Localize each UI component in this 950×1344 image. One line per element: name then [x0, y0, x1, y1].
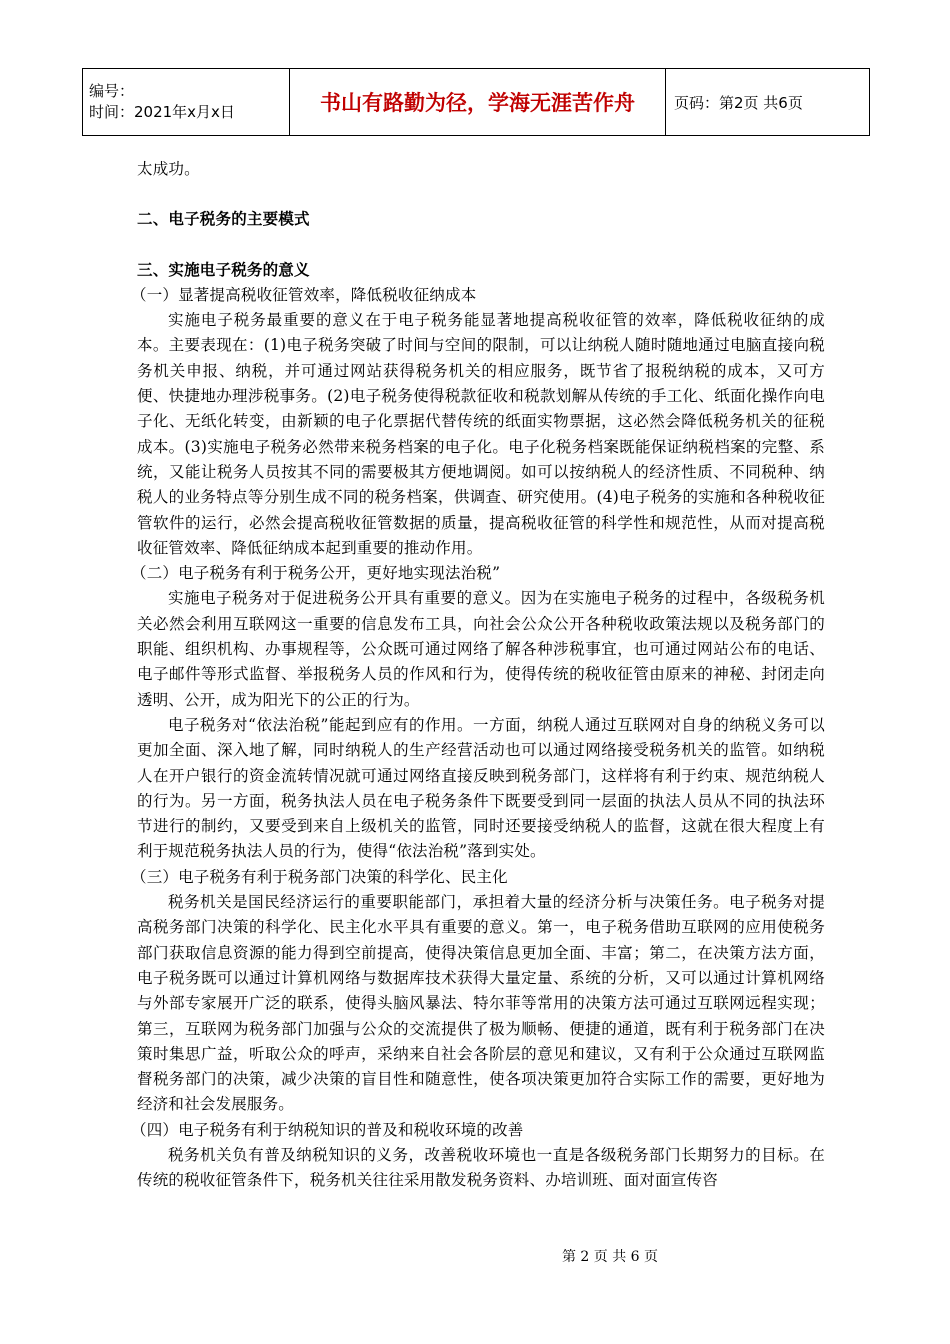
header-motto: 书山有路勤为径，学海无涯苦作舟 — [290, 69, 666, 136]
document-number-label: 编号： — [89, 82, 135, 100]
subsection-heading: （一）显著提高税收征管效率，降低税收征纳成本 — [131, 285, 477, 304]
paragraph: 太成功。 — [137, 160, 200, 178]
footer-page-number: 第 2 页 共 6 页 — [561, 1249, 659, 1265]
paragraph: 实施电子税务对于促进税务公开具有重要的意义。因为在实施电子税务的过程中，各级税务机关必然会利用互联网这一重要的信息发布工具，向社会公众公开各种税收政策法规以及税务部门的职能、组织机构、办事规程等，公众既可通过网络了解各种涉税事宜，也可通过网站公布的电话、电子邮件等形式监督、举报税务人员的作风和行为，使得传统的税收征管由原来的神秘、封闭走向透明、公开，成为阳光下的公正的行为。 — [137, 589, 825, 709]
blank-line — [137, 182, 825, 207]
page-header — [82, 68, 870, 136]
subsection-heading: （三）电子税务有利于税务部门决策的科学化、民主化 — [131, 867, 508, 886]
document-date: 时间：2021年x月x日 — [89, 103, 235, 121]
header-page-info: 页码：第2页 共6页 — [666, 69, 870, 136]
section-heading: 三、实施电子税务的意义 — [137, 260, 310, 279]
section-heading: 二、电子税务的主要模式 — [137, 210, 310, 229]
paragraph: 电子税务对“依法治税”能起到应有的作用。一方面，纳税人通过互联网对自身的纳税义务可以更加全面、深入地了解，同时纳税人的生产经营活动也可以通过网络接受税务机关的监管。如纳税人在开户银行的资金流转情况就可通过网络直接反映到税务部门，这样将有利于约束、规范纳税人的行为。另一方面，税务执法人员在电子税务条件下既要受到同一层面的执法人员从不同的执法环节进行的制约，又要受到来自上级机关的监管，同时还要接受纳税人的监督，这就在很大程度上有利于规范税务执法人员的行为，使得“依法治税”落到实处。 — [137, 715, 825, 861]
paragraph: 税务机关负有普及纳税知识的义务，改善税收环境也一直是各级税务部门长期努力的目标。在传统的税收征管条件下，税务机关往往采用散发税务资料、办培训班、面对面宣传咨 — [137, 1145, 825, 1190]
subsection-heading: （四）电子税务有利于纳税知识的普及和税收环境的改善 — [131, 1120, 524, 1139]
paragraph: 实施电子税务最重要的意义在于电子税务能显著地提高税收征管的效率，降低税收征纳的成本。主要表现在：(1)电子税务突破了时间与空间的限制，可以让纳税人随时随地通过电脑直接向税务机关申报、纳税，并可通过网站获得税务机关的相应服务，既节省了报税纳税的成本，又可方便、快捷地办理涉税事务。(2)电子税务使得税款征收和税款划解从传统的手工化、纸面化操作向电子化、无纸化转变，由新颖的电子化票据代替传统的纸面实物票据，这必然会降低税务机关的征税成本。(3)实施电子税务必然带来税务档案的电子化。电子化税务档案既能保证纳税档案的完整、系统，又能让税务人员按其不同的需要极其方便地调阅。如可以按纳税人的经济性质、不同税种、纳税人的业务特点等分别生成不同的税务档案，供调查、研究使用。(4)电子税务的实施和各种税收征管软件的运行，必然会提高税收征管数据的质量，提高税收征管的科学性和规范性，从而对提高税收征管效率、降低征纳成本起到重要的推动作用。 — [137, 311, 825, 557]
blank-line — [137, 233, 825, 258]
paragraph: 税务机关是国民经济运行的重要职能部门，承担着大量的经济分析与决策任务。电子税务对提高税务部门决策的科学化、民主化水平具有重要的意义。第一，电子税务借助互联网的应用使税务部门获取信息资源的能力得到空前提高，使得决策信息更加全面、丰富；第二，在决策方法方面，电子税务既可以通过计算机网络与数据库技术获得大量定量、系统的分析，又可以通过计算机网络与外部专家展开广泛的联系，使得头脑风暴法、特尔菲等常用的决策方法可通过互联网远程实现；第三，互联网为税务部门加强与公众的交流提供了极为顺畅、便捷的通道，既有利于税务部门在决策时集思广益，听取公众的呼声，采纳来自社会各阶层的意见和建议，又有利于公众通过互联网监督税务部门的决策，减少决策的盲目性和随意性，使各项决策更加符合实际工作的需要，更好地为经济和社会发展服务。 — [137, 893, 825, 1114]
document-body — [131, 157, 825, 1194]
page-footer — [0, 1246, 950, 1266]
header-meta-cell — [83, 69, 290, 136]
subsection-heading: （二）电子税务有利于税务公开，更好地实现法治税” — [131, 564, 501, 583]
